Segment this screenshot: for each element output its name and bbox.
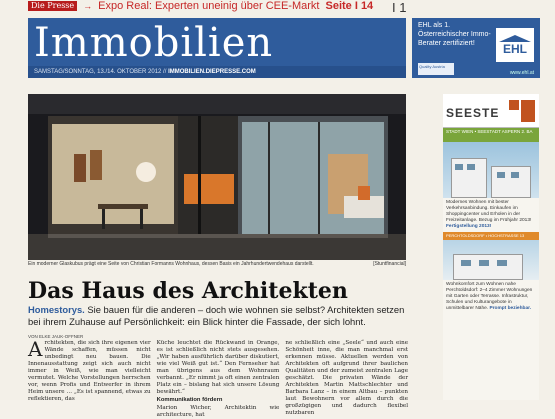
article-column-1 — [28, 337, 151, 402]
seestadt-advertisement[interactable] — [443, 94, 539, 400]
article-headline: Das Haus des Architekten — [28, 278, 348, 304]
ehl-logo — [496, 28, 534, 62]
ad-text-2 — [443, 280, 539, 314]
column-2-text-b: Marion Wicher, Architektin wie architecture, hat — [156, 405, 280, 418]
column-2-subhead: Kommunikation fördern — [156, 397, 223, 403]
section-title: Immobilien — [34, 20, 274, 66]
ehl-ad-text: EHL als 1. Österreichischer Immo-Berater zertifiziert! — [418, 22, 491, 47]
article-column-3 — [285, 340, 409, 416]
window — [511, 172, 519, 178]
building-shape — [491, 166, 531, 198]
seeste-logo: SEESTE — [446, 106, 500, 120]
brand-badge: Die Presse — [28, 1, 77, 11]
column-2-text-a: Küche leuchtet die Rückwand in Orange, es ist schließlich nicht stets ausgesehen. „Wir haben ausführlich darüber diskutiert, wie viel Weiß gut ist.“ Den Fernseher hat man übrigens aus dem Wohnraum verbannt. „Er nimmt ja oft einen zentralen Platz ein – bislang hat sich unsere Lösung bewährt.“ — [156, 340, 280, 395]
window — [497, 260, 507, 266]
window — [497, 172, 505, 178]
architect-house-photo — [28, 94, 406, 260]
logo-block-large — [521, 100, 535, 122]
ehl-logo-text: EHL — [503, 41, 527, 56]
dateline-date: SAMSTAG/SONNTAG, 13./14. OKTOBER 2012 // — [34, 69, 167, 75]
photo-credit: [Stuntfinancial] — [373, 261, 406, 267]
dateline-site: IMMOBILIEN.DIEPRESSE.COM — [168, 69, 256, 75]
teaser-text[interactable]: Expo Real: Experten uneinig über CEE-Markt — [98, 0, 320, 12]
window — [467, 164, 475, 170]
building-photo — [443, 142, 539, 198]
article-byline: VON ELKE JAUK-OFFNER — [28, 334, 84, 339]
house-roof-icon — [499, 35, 531, 42]
teaser-strip[interactable] — [0, 0, 400, 12]
ad-text-2-highlight: Prompt beziehbar. — [489, 306, 532, 311]
building-photo-2 — [443, 240, 539, 280]
page-number: I 1 — [392, 0, 407, 15]
arrow-icon: → — [83, 1, 93, 11]
glass-cube-house-illustration — [28, 94, 406, 260]
window — [461, 260, 471, 266]
ad-text-1-body: Modernes Wohnen mit bester Verkehrsanbindung. Einkaufen im Shoppingcenter und Erholen in der Freizeitanlage. Bezug im Frühjahr 2013! — [446, 200, 532, 223]
ehl-url: www.ehl.at — [509, 70, 534, 76]
article-lede — [28, 304, 408, 328]
ad-text-2-body: Wohnkomfort zum Wohnen nahe Perchtoldsdorf: 2–4 Zimmer Wohnungen mit Garten oder Terrasse. Infrastruktur, Schulen und Kulturangebote in unmittelbarer Nähe. — [446, 282, 533, 311]
article-lede-text: Sie bauen für die anderen – doch wie wohnen sie selbst? Architekten setzen bei ihrem Zuhause auf Persönlichkeit: ein Blick hinter die Fassade, der sich lohnt. — [28, 304, 405, 327]
column-1-text: rchitekten, die sich ihre eigenen vier Wände schaffen, müssen nicht unbedingt neu bauen. Die Innenausstattung zeigt sich auch nicht immer in Weiß, wie man vielleicht vermutet. Welche Vorstellungen herrschen vor, wenn Profis und Entwerfer in ihrem Heim unsere … „Es ist spannend, etwas zu reflektieren, das — [28, 340, 151, 402]
article-body — [28, 337, 409, 418]
project-bar: STADT WIEN • SEESTADT ASPERN 2. BA — [443, 128, 539, 142]
window — [479, 260, 489, 266]
quality-stamp: Quality Austria — [418, 63, 454, 75]
article-kicker: Homestorys. — [28, 304, 85, 315]
location-bar: PERCHTOLDSDORF • HOCHSTRASSE 13 — [443, 232, 539, 240]
logo-block-small — [509, 100, 519, 110]
ad-text-1-highlight: Fertigstellung 2013! — [446, 224, 492, 229]
drop-cap: A — [28, 337, 43, 361]
caption-text: Ein moderner Glaskubus prägt eine Seite von Christian Formanns Wohnhaus, dessen Basis ein Jahrhundertwendehaus darstellt. — [28, 261, 314, 267]
article-column-2 — [156, 340, 280, 418]
seeste-logo-panel — [443, 94, 539, 128]
ad-text-1 — [443, 198, 539, 232]
dateline — [28, 66, 406, 78]
ehl-advertisement[interactable] — [412, 18, 540, 78]
column-3-text: ne schließlich eine „Seele“ und auch eine Schönheit inne, die man manchmal erst erkennen müsse. Aktuellen werden von Architekten oft aufgrund ihrer baulichen Qualitäten und der zumeist zentralen Lage geschätzt. Die privaten Wände der Architekten Martin Mattschlechter und Barbara Lanz – in einem Altbau – punkten laut Bewohnern vor allem durch die großzügigen und dadurch flexibel nutzbaren — [285, 340, 409, 416]
photo-caption — [28, 261, 406, 267]
teaser-page-ref[interactable]: Seite I 14 — [325, 0, 374, 12]
window — [455, 164, 463, 170]
building-shape — [453, 254, 523, 280]
